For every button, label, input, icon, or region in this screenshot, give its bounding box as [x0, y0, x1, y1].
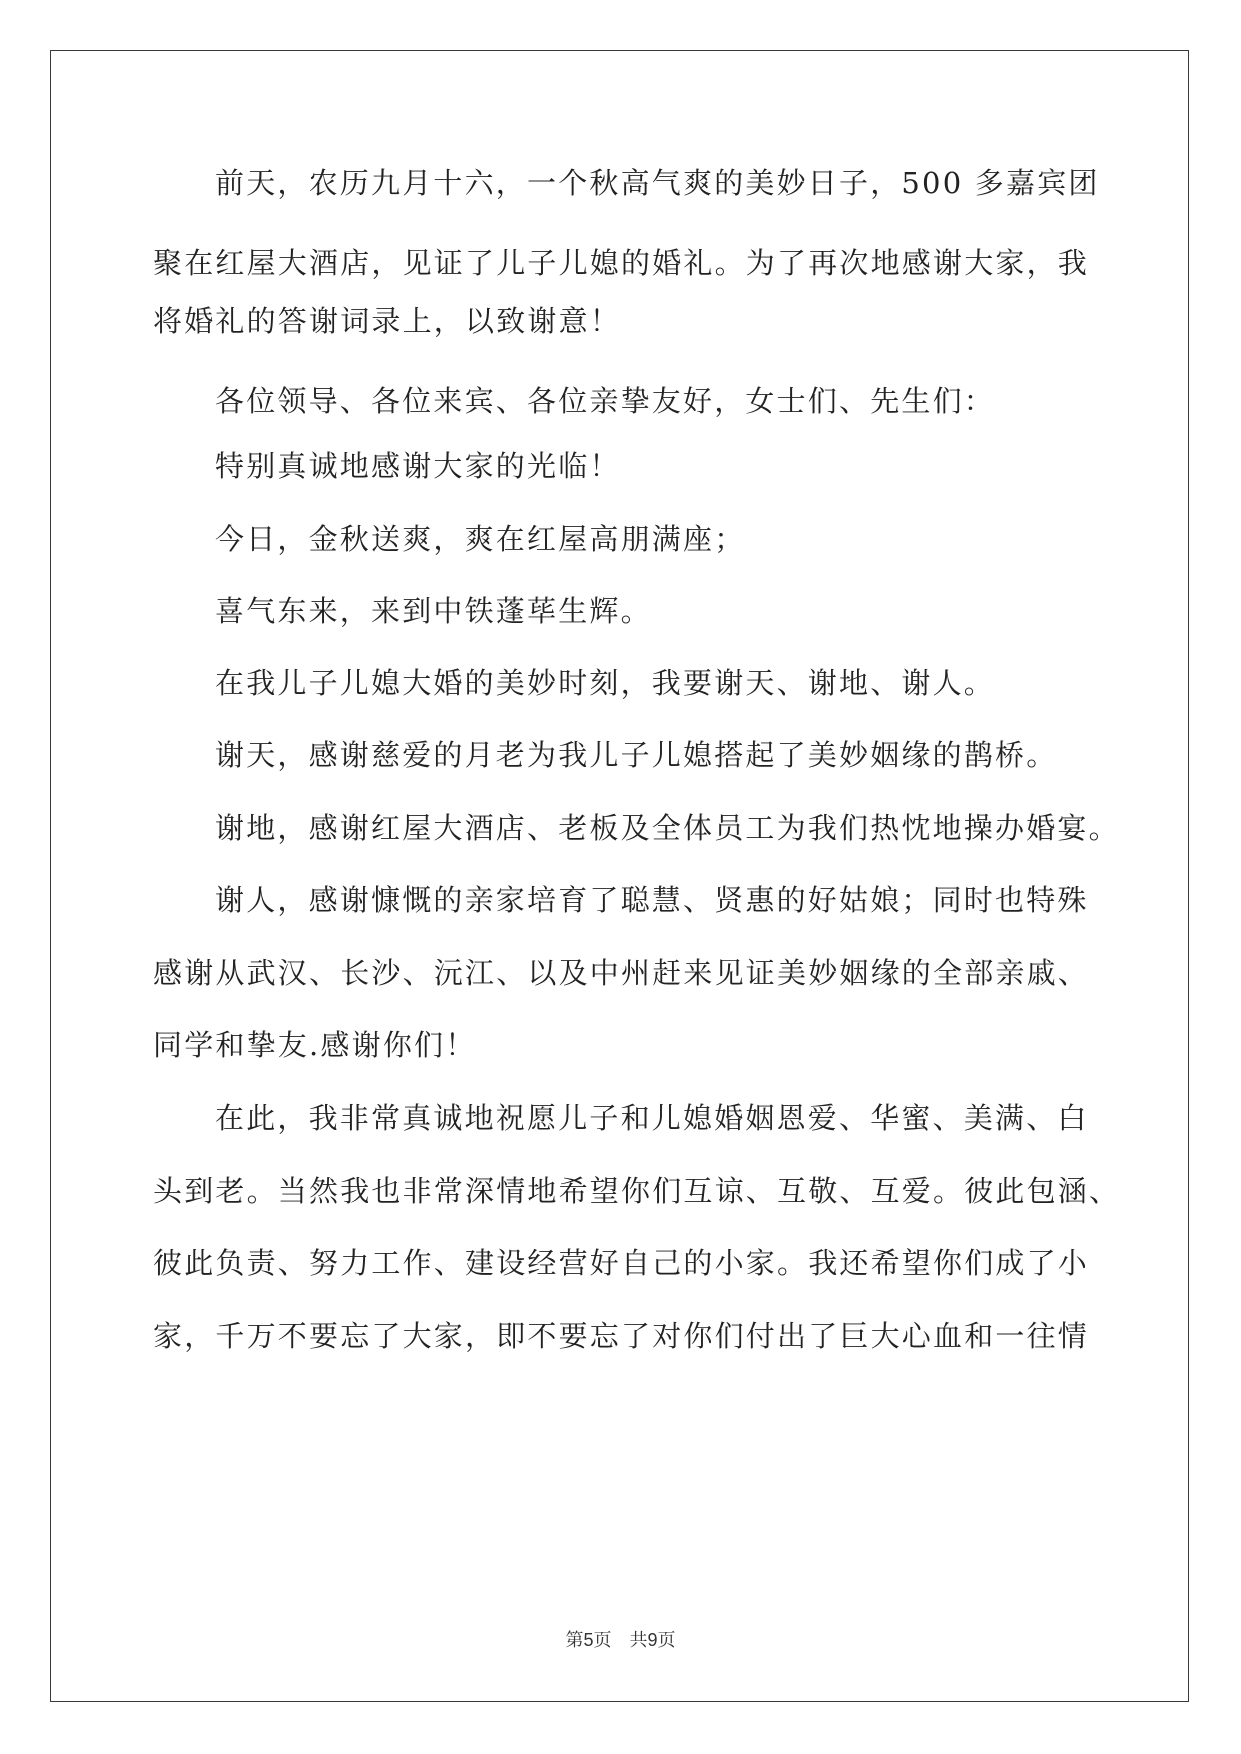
text-line: 在我儿子儿媳大婚的美妙时刻，我要谢天、谢地、谢人。: [215, 666, 996, 700]
text-line: 将婚礼的答谢词录上，以致谢意！: [153, 304, 622, 338]
page-mid: 页 共: [593, 1630, 648, 1651]
text-line: 家，千万不要忘了大家，即不要忘了对你们付出了巨大心血和一往情: [153, 1319, 1090, 1353]
text-line: 谢人，感谢慷慨的亲家培育了聪慧、贤惠的好姑娘；同时也特殊: [215, 883, 1089, 917]
text-line: 在此，我非常真诚地祝愿儿子和儿媳婚姻恩爱、华蜜、美满、白: [215, 1101, 1089, 1135]
page-border: [50, 50, 1189, 1702]
text-line: 聚在红屋大酒店，见证了儿子儿媳的婚礼。为了再次地感谢大家，我: [153, 246, 1090, 280]
page-number-footer: [0, 1626, 1241, 1652]
text-line: 前天，农历九月十六，一个秋高气爽的美妙日子，500 多嘉宾团: [215, 166, 1100, 200]
page-prefix: 第: [565, 1630, 584, 1651]
text-line: 今日，金秋送爽，爽在红屋高朋满座；: [215, 522, 746, 556]
text-line: 彼此负责、努力工作、建设经营好自己的小家。我还希望你们成了小: [153, 1246, 1090, 1280]
page-total: 9: [647, 1630, 658, 1650]
text-line: 同学和挚友.感谢你们！: [153, 1028, 477, 1062]
text-line: 谢天，感谢慈爱的月老为我儿子儿媳搭起了美妙姻缘的鹊桥。: [215, 738, 1058, 772]
text-line: 各位领导、各位来宾、各位亲挚友好，女士们、先生们：: [215, 384, 996, 418]
page-current: 5: [583, 1630, 594, 1650]
text-line: 感谢从武汉、长沙、沅江、以及中州赶来见证美妙姻缘的全部亲戚、: [153, 956, 1090, 990]
text-line: 头到老。当然我也非常深情地希望你们互谅、互敬、互爱。彼此包涵、: [153, 1174, 1121, 1208]
text-line: 特别真诚地感谢大家的光临！: [215, 449, 621, 483]
text-line: 喜气东来，来到中铁蓬荜生辉。: [215, 594, 652, 628]
page-suffix: 页: [657, 1630, 676, 1651]
text-line: 谢地，感谢红屋大酒店、老板及全体员工为我们热忱地操办婚宴。: [215, 811, 1120, 845]
